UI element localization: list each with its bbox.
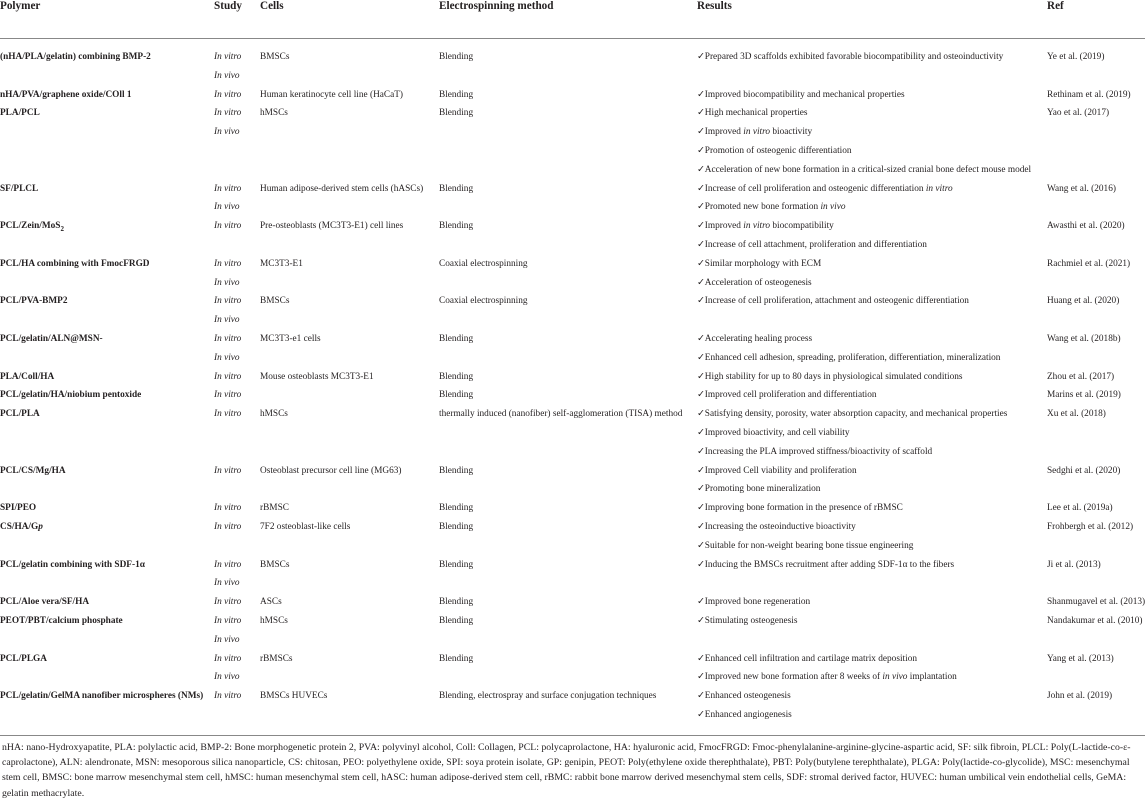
result-line: ✓Promotion of osteogenic differentiation [697, 146, 852, 156]
method-cell: Blending [439, 465, 474, 476]
header-polymer: Polymer [0, 0, 41, 12]
result-line: ✓Accelerating healing process [697, 334, 813, 344]
cells-cell: Human keratinocyte cell line (HaCaT) [260, 89, 404, 100]
cells-cell: hMSCs [260, 409, 288, 420]
study-cell: In vitro [214, 559, 242, 570]
result-line: ✓Improved cell proliferation and differentiation [697, 390, 877, 401]
cells-cell: Mouse osteoblasts MC3T3-E1 [260, 371, 374, 382]
ref-cell: Nandakumar et al. (2010) [1047, 616, 1143, 626]
method-cell: thermally induced (nanofiber) self-agglomeration (TISA) method [439, 409, 683, 420]
polymer-cell: CS/HA/Gp [0, 522, 43, 532]
study-cell: In vitro [214, 597, 242, 608]
polymer-cell: PCL/gelatin/HA/niobium pentoxide [0, 390, 142, 401]
header-cells: Cells [260, 0, 284, 12]
ref-cell: Frohbergh et al. (2012) [1047, 522, 1134, 532]
ref-cell: Rethinam et al. (2019) [1047, 89, 1131, 100]
method-cell: Blending [439, 221, 474, 232]
result-line: ✓Promoting bone mineralization [697, 484, 821, 495]
study-cell: In vitro [214, 409, 242, 420]
polymer-cell: PCL/HA combining with FmocFRGD [0, 258, 150, 269]
study-cell: In vitro [214, 390, 242, 401]
method-cell: Blending [439, 390, 474, 401]
result-line: ✓Similar morphology with ECM [697, 258, 822, 269]
study-cell: In vitro [214, 258, 242, 269]
ref-cell: Ye et al. (2019) [1047, 52, 1105, 62]
result-line: ✓Improved bone regeneration [697, 597, 811, 608]
study-cell: In vivo [214, 277, 240, 288]
result-line: ✓Acceleration of new bone formation in a critical-sized cranial bone defect mouse model [697, 164, 1032, 175]
polymer-cell: PLA/PCL [0, 108, 40, 119]
cells-cell: Osteoblast precursor cell line (MG63) [260, 465, 402, 476]
study-cell: In vitro [214, 691, 242, 702]
polymer-cell: PCL/gelatin/ALN@MSN- [0, 334, 103, 344]
polymer-cell: SPI/PEO [0, 503, 37, 514]
cells-cell: hMSCs [260, 108, 288, 119]
study-cell: In vitro [214, 522, 242, 532]
ref-cell: Sedghi et al. (2020) [1047, 465, 1121, 476]
result-line: ✓Promoted new bone formation in vivo [697, 202, 846, 213]
ref-cell: Zhou et al. (2017) [1047, 371, 1115, 382]
method-cell: Blending [439, 503, 474, 514]
result-line: ✓High stability for up to 80 days in physiological simulated conditions [697, 371, 963, 382]
ref-cell: Shanmugavel et al. (2013) [1047, 597, 1145, 608]
study-cell: In vivo [214, 315, 240, 326]
result-line: ✓Increase of cell proliferation, attachment and osteogenic differentiation [697, 296, 969, 307]
ref-cell: Ji et al. (2013) [1047, 559, 1101, 570]
ref-cell: Wang et al. (2018b) [1047, 334, 1121, 344]
header-ref: Ref [1047, 0, 1064, 12]
ref-cell: Yao et al. (2017) [1047, 108, 1110, 119]
polymer-cell: PCL/gelatin combining with SDF-1α [0, 559, 145, 570]
study-cell: In vitro [214, 616, 242, 626]
study-cell: In vitro [214, 503, 242, 514]
study-cell: In vivo [214, 127, 240, 138]
polymer-cell: (nHA/PLA/gelatin) combining BMP-2 [0, 52, 151, 62]
study-cell: In vitro [214, 334, 242, 344]
cells-cell: BMSCs HUVECs [260, 691, 328, 702]
result-line: ✓Improved in vitro bioactivity [697, 127, 813, 138]
cells-cell: 7F2 osteoblast-like cells [260, 522, 351, 532]
method-cell: Blending [439, 89, 474, 100]
ref-cell: Huang et al. (2020) [1047, 296, 1120, 307]
method-cell: Blending [439, 597, 474, 608]
method-cell: Blending [439, 108, 474, 119]
cells-cell: Pre-osteoblasts (MC3T3-E1) cell lines [260, 221, 404, 232]
study-cell: In vivo [214, 70, 240, 81]
polymer-cell: PLA/Coll/HA [0, 371, 55, 382]
study-cell: In vitro [214, 465, 242, 476]
method-cell: Blending [439, 559, 474, 570]
ref-cell: Yang et al. (2013) [1047, 653, 1114, 664]
study-cell: In vitro [214, 108, 242, 119]
result-line: ✓Inducing the BMSCs recruitment after adding SDF-1α to the fibers [697, 559, 955, 570]
result-line: ✓Increase of cell attachment, proliferation and differentiation [697, 240, 927, 250]
cells-cell: hMSCs [260, 616, 288, 626]
study-cell: In vitro [214, 296, 242, 307]
result-line: ✓Enhanced cell infiltration and cartilage matrix deposition [697, 653, 917, 664]
result-line: ✓Increasing the PLA improved stiffness/bioactivity of scaffold [697, 446, 933, 457]
cells-cell: BMSCs [260, 559, 290, 570]
result-line: ✓Enhanced cell adhesion, spreading, proliferation, differentiation, mineralization [697, 352, 1001, 363]
cells-cell: rBMSC [260, 503, 289, 514]
cells-cell: rBMSCs [260, 653, 293, 664]
result-line: ✓Improved biocompatibility and mechanical properties [697, 89, 905, 100]
result-line: ✓Improved Cell viability and proliferation [697, 465, 857, 476]
study-cell: In vitro [214, 89, 242, 100]
header-rule [0, 38, 1145, 39]
result-line: ✓Satisfying density, porosity, water absorption capacity, and mechanical properties [697, 409, 1008, 420]
result-line: ✓Stimulating osteogenesis [697, 616, 798, 626]
polymer-cell: nHA/PVA/graphene oxide/COll 1 [0, 89, 132, 100]
result-line: ✓Improved in vitro biocompatibility [697, 221, 834, 232]
polymer-cell: PCL/Aloe vera/SF/HA [0, 597, 90, 608]
polymer-cell: PCL/PLA [0, 409, 40, 420]
method-cell: Blending, electrospray and surface conjugation techniques [439, 691, 657, 702]
result-line: ✓Increasing the osteoinductive bioactivity [697, 522, 856, 532]
ref-cell: Awasthi et al. (2020) [1047, 221, 1125, 232]
study-cell: In vitro [214, 221, 242, 232]
ref-cell: John et al. (2019) [1047, 691, 1113, 702]
method-cell: Blending [439, 522, 474, 532]
result-line: ✓High mechanical properties [697, 108, 808, 119]
polymer-cell: PCL/gelatin/GelMA nanofiber microspheres (NMs) [0, 691, 204, 702]
result-line: ✓Enhanced osteogenesis [697, 691, 791, 702]
bottom-rule [0, 735, 1145, 736]
cells-cell: Human adipose-derived stem cells (hASCs) [260, 183, 424, 194]
method-cell: Blending [439, 334, 474, 344]
result-line: ✓Acceleration of osteogenesis [697, 277, 812, 288]
method-cell: Blending [439, 616, 474, 626]
cells-cell: MC3T3-e1 cells [260, 334, 321, 344]
ref-cell: Rachmiel et al. (2021) [1047, 258, 1131, 269]
ref-cell: Lee et al. (2019a) [1047, 503, 1113, 514]
header-results: Results [697, 0, 732, 12]
result-line: ✓Improving bone formation in the presence of rBMSC [697, 503, 903, 514]
result-line: ✓Improved new bone formation after 8 weeks of in vivo implantation [697, 672, 957, 683]
study-cell: In vivo [214, 352, 240, 363]
cells-cell: MC3T3-E1 [260, 258, 303, 269]
header-method: Electrospinning method [439, 0, 554, 12]
header-study: Study [214, 0, 242, 12]
study-cell: In vitro [214, 371, 242, 382]
method-cell: Blending [439, 52, 474, 62]
polymer-cell: PCL/CS/Mg/HA [0, 465, 66, 476]
method-cell: Coaxial electrospinning [439, 258, 528, 269]
polymer-cell: PCL/PVA-BMP2 [0, 296, 68, 307]
cells-cell: BMSCs [260, 52, 290, 62]
result-line: ✓Prepared 3D scaffolds exhibited favorable biocompatibility and osteoinductivity [697, 52, 1004, 62]
footnote: nHA: nano-Hydroxyapatite, PLA: polylactic acid, BMP-2: Bone morphogenetic protein 2, PVA: polyvinyl alcohol, Coll: Collagen, PCL: polycaprolactone, HA: hyaluronic acid, FmocFRGD: Fmoc-phenylalanine-arginine-glycine-aspartic acid, SF: silk fibroin, PLCL: Poly(L-lactide-co-ε-caprolactone), ALN: alendronate, MSN: mesoporous silica nanoparticle, CS: chitosan, PEO: polyethylene oxide, SPI: soya protein isolate, GP: genipin, PEOT: Poly(ethylene oxide therephthalate), PBT: Poly(butylene terephthalate), PLGA: Poly(lactide-co-glycolide), MSC: mesenchymal stem cell, BMSC: bone marrow mesenchymal stem cell, hMSC: human mesenchymal stem cell, hASC: human adipose-derived stem cell, rBMC: rabbit bone marrow derived mesenchymal stem cells, SDF: stromal derived factor, HUVEC: human umbilical vein endothelial cells, GeMA: gelatin methacrylate. [2, 742, 1131, 799]
result-line: ✓Increase of cell proliferation and osteogenic differentiation in vitro [697, 183, 953, 194]
study-cell: In vitro [214, 183, 242, 194]
polymer-cell: PCL/PLGA [0, 653, 48, 664]
polymer-cell: SF/PLCL [0, 183, 39, 194]
polymer-cell: PEOT/PBT/calcium phosphate [0, 616, 123, 626]
study-cell: In vitro [214, 653, 242, 664]
result-line: ✓Suitable for non-weight bearing bone tissue engineering [697, 540, 914, 551]
method-cell: Coaxial electrospinning [439, 296, 528, 307]
cells-cell: ASCs [260, 597, 282, 608]
result-line: ✓Improved bioactivity, and cell viability [697, 428, 850, 438]
study-cell: In vivo [214, 634, 240, 645]
cells-cell: BMSCs [260, 296, 290, 307]
ref-cell: Marins et al. (2019) [1047, 390, 1121, 401]
ref-cell: Xu et al. (2018) [1047, 409, 1106, 420]
study-cell: In vivo [214, 202, 240, 213]
study-cell: In vivo [214, 578, 240, 589]
polymer-cell: PCL/Zein/MoS$_2$ [0, 221, 64, 234]
study-cell: In vivo [214, 672, 240, 683]
method-cell: Blending [439, 183, 474, 194]
method-cell: Blending [439, 371, 474, 382]
result-line: ✓Enhanced angiogenesis [697, 710, 792, 720]
ref-cell: Wang et al. (2016) [1047, 183, 1116, 194]
study-cell: In vitro [214, 52, 242, 62]
method-cell: Blending [439, 653, 474, 664]
